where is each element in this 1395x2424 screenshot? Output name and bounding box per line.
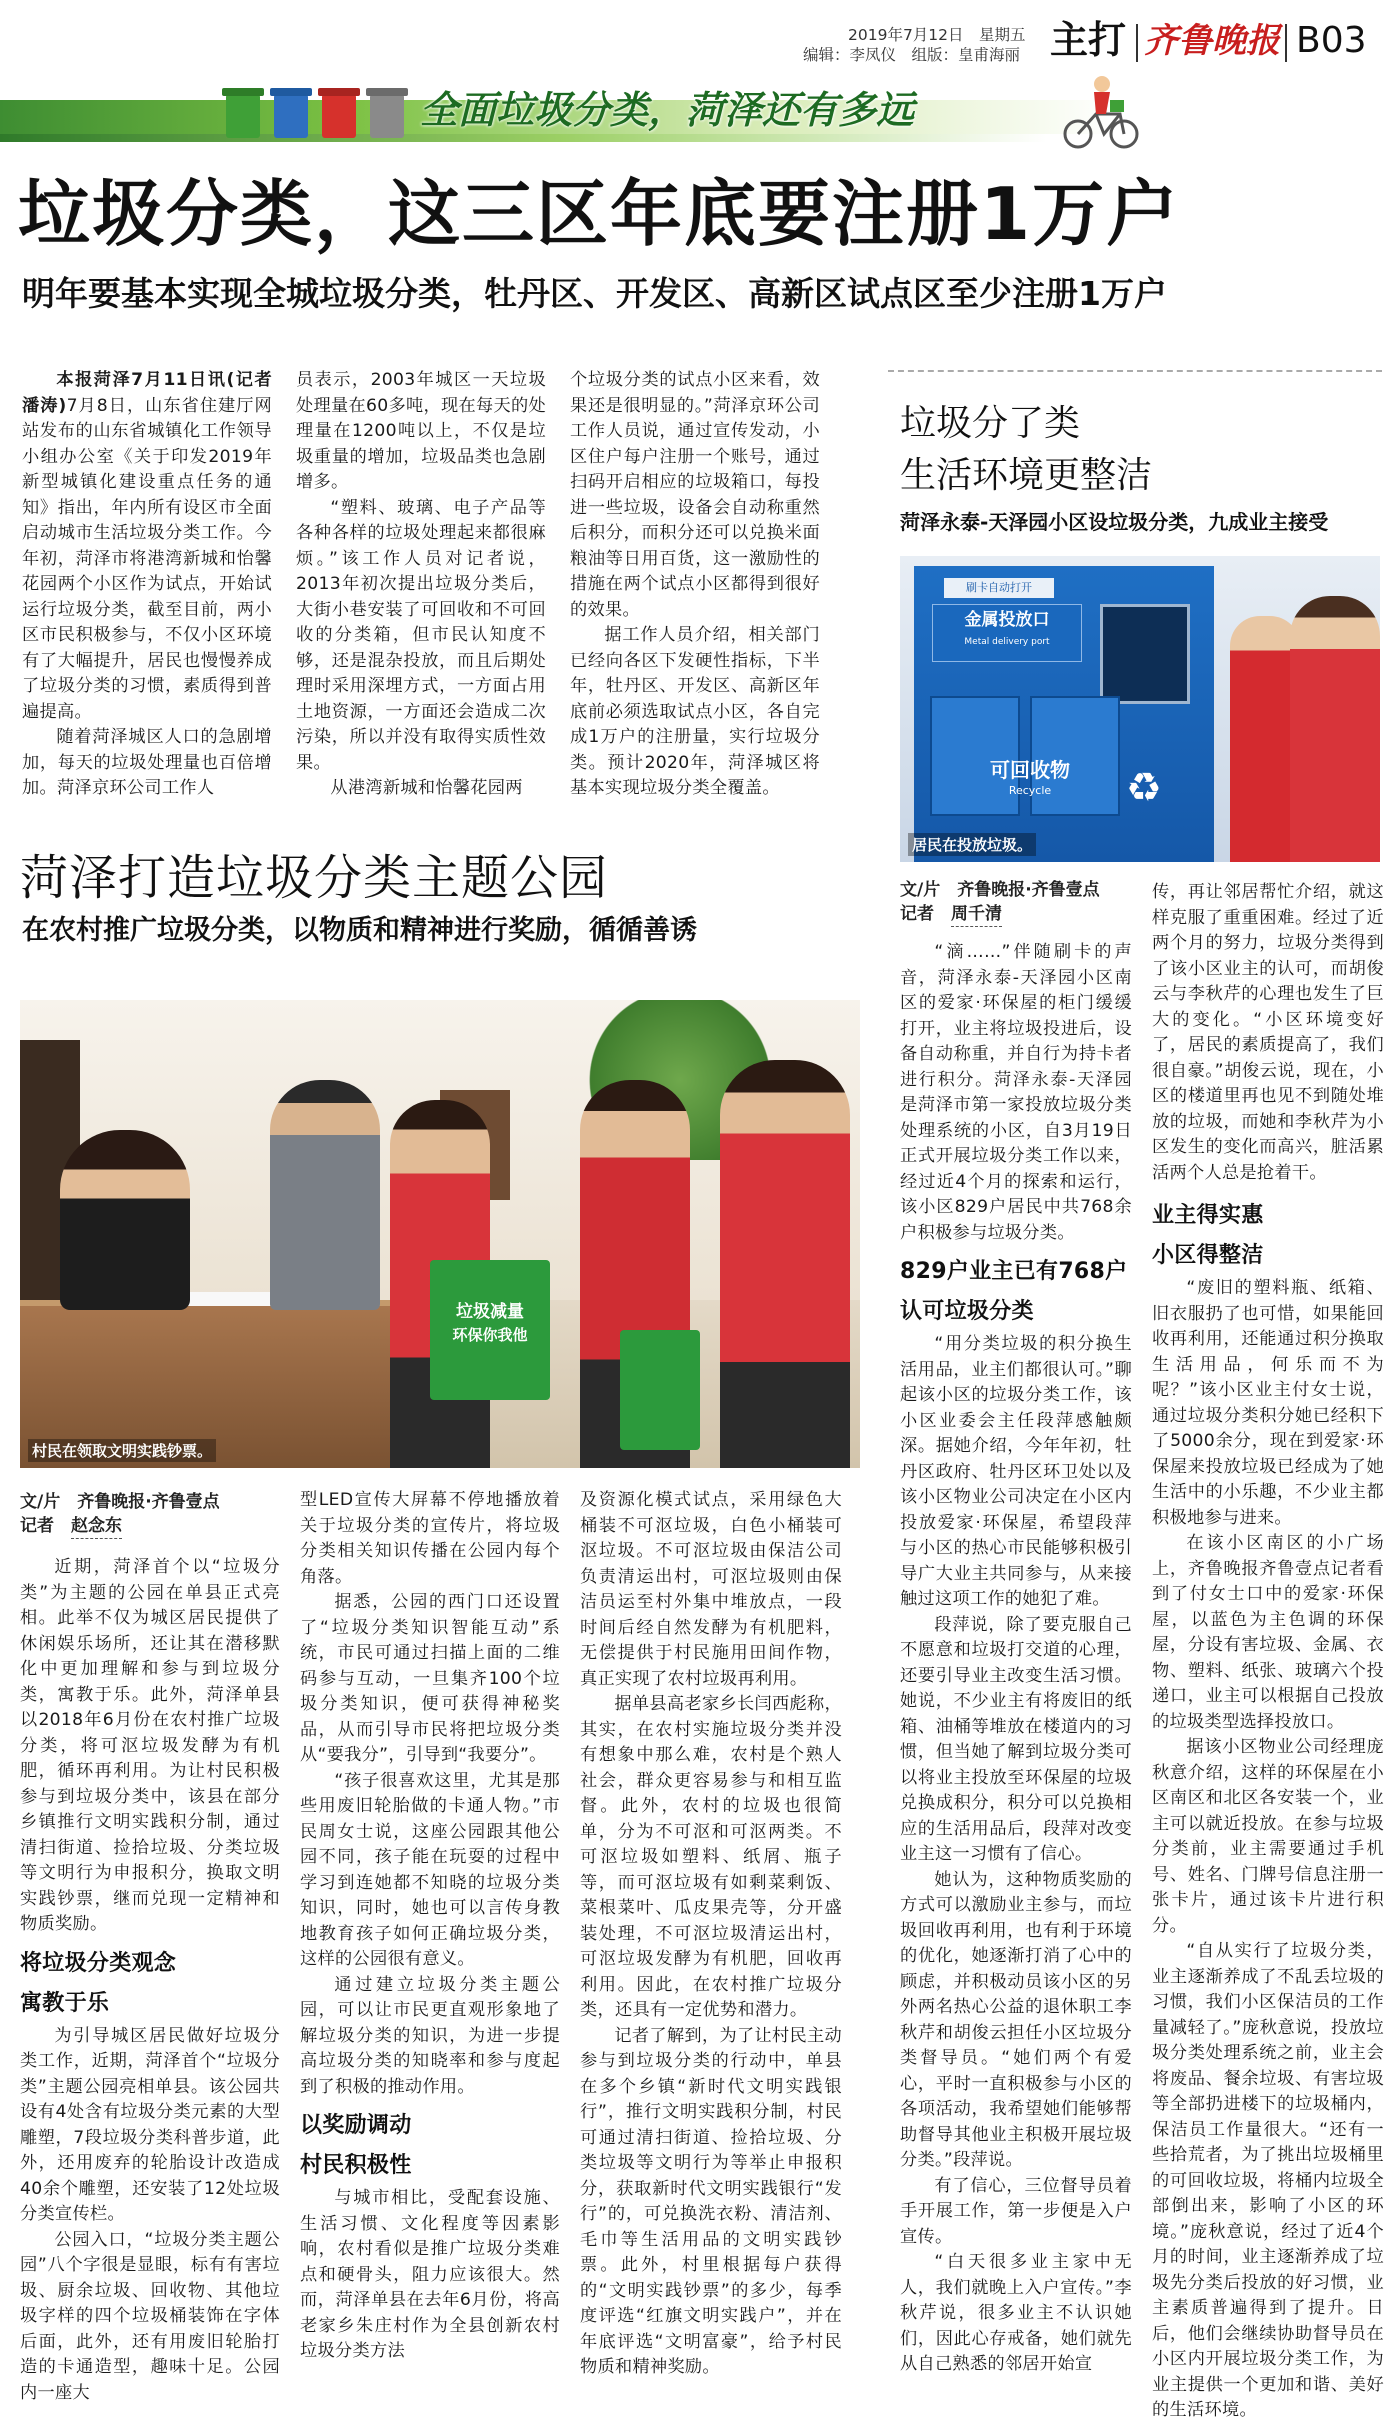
story2-photo — [900, 556, 1380, 862]
story3-photo-caption: 村民在领取文明实践钞票。 — [28, 1439, 216, 1462]
story3-headline: 菏泽打造垃圾分类主题公园 — [20, 850, 609, 906]
issue-date: 2019年7月12日 星期五 — [848, 26, 1026, 44]
divider — [1136, 24, 1138, 62]
story3-subhead: 在农村推广垃圾分类，以物质和精神进行奖励，循循善诱 — [22, 915, 697, 946]
divider — [1285, 24, 1287, 62]
story1-headline: 垃圾分类，这三区年底要注册1万户 — [18, 172, 1181, 256]
story3-subheading-1: 将垃圾分类观念 寓教于乐 — [20, 1950, 177, 2016]
story3-subheading-2: 以奖励调动 村民积极性 — [300, 2113, 412, 2178]
story2-column-1: “滴……”伴随刷卡的声音，菏泽永泰-天泽园小区南区的爱家·环保屋的柜门缓缓打开，业主将垃圾投进后，设备自动称重，并自行为持卡者进行积分。菏泽永泰-天泽园是菏泽市第一家投放垃圾分类处理系统的小区，自3月19日正式开展垃圾分类工作以来，经过近4个月的探索和运行，该小区829户居民中共768余户积极参与垃圾分类。 829户业主已有768户 认可垃圾分类 “用分类垃圾的积分换生活用品，业主们都很认可。”聊起该小区的垃圾分类工作，该小区业委会主任段萍感触颇深。据她介绍，今年年初，牡丹区政府、牡丹区环卫处以及该小区物业公司决定在小区内投放爱家·环保屋，希望段萍与小区的热心市民能够积极引导广大业主共同参与，从来接触过这项工作的她犯了难。 段萍说，除了要克服自己不愿意和垃圾打交道的心理，还要引导业主改变生活习惯。她说，不少业主有将废旧的纸箱、油桶等堆放在楼道内的习惯，但当她了解到垃圾分类可以将业主投放至环保屋的垃圾兑换成积分，积分可以兑换相应的生活用品后，段萍对改变业主这一习惯有了信心。 她认为，这种物质奖励的方式可以激励业主参与，而垃圾回收再利用，也有利于环境的优化，她逐渐打消了心中的顾虑，并积极动员该小区的另外两名热心公益的退休职工李秋芹和胡俊云担任小区垃圾分类督导员。“她们两个有爱心，平时一直积极参与小区的各项活动，我希望她们能够帮助督导其他业主积极开展垃圾分类。”段萍说。 有了信心，三位督导员着手开展工作，第一步便是入户宣传。 “白天很多业主家中无人，我们就晚上入户宣传。”李秋芹说，很多业主不认识她们，因此心存戒备，她们就先从自己熟悉的邻居开始宣 — [900, 942, 1132, 2374]
story2-column-2: 传，再让邻居帮忙介绍，就这样克服了重重困难。经过了近两个月的努力，垃圾分类得到了该小区业主的认可，而胡俊云与李秋芹的心理也发生了巨大的变化。“小区环境变好了，居民的素质提高了，我们很自豪。”胡俊云说，现在，小区的楼道里再也见不到随处堆放的垃圾，而她和李秋芹为小区发生的变化而高兴，脏活累活两个人总是抢着干。 业主得实惠 小区得整洁 “废旧的塑料瓶、纸箱、旧衣服扔了也可惜，如果能回收再利用，还能通过积分换取生活用品，何乐而不为呢？”该小区业主付女士说，通过垃圾分类积分她已经积下了5000余分，现在到爱家·环保屋来投放垃圾已经成为了她生活中的小乐趣，不少业主都积极地参与进来。 在该小区南区的小广场上，齐鲁晚报齐鲁壹点记者看到了付女士口中的爱家·环保屋，以蓝色为主色调的环保屋，分设有害垃圾、金属、衣物、塑料、纸张、玻璃六个投递口，业主可以根据自己投放的垃圾类型选择投放口。 据该小区物业公司经理庞秋意介绍，这样的环保屋在小区南区和北区各安装一个，业主可以就近投放。在参与垃圾分类前，业主需要通过手机号、姓名、门牌号信息注册一张卡片，通过该卡片进行积分。 “自从实行了垃圾分类，业主逐渐养成了不乱丢垃圾的习惯，我们小区保洁员的工作量减轻了。”庞秋意说，投放垃圾分类处理系统之前，业主会将废品、餐余垃圾、有害垃圾等全部扔进楼下的垃圾桶内，保洁员工作量很大。“还有一些拾荒者，为了挑出垃圾桶里的可回收垃圾，将桶内垃圾全部倒出来，影响了小区的环境。”庞秋意说，经过了近4个月的时间，业主逐渐养成了垃圾先分类后投放的好习惯，业主素质普遍得到了提升。日后，他们会继续协助督导员在小区内开展垃圾分类工作，为业主提供一个更加和谐、美好的生活环境。 — [1152, 882, 1384, 2420]
story3-photo — [20, 1000, 860, 1468]
story2-photo-caption: 居民在投放垃圾。 — [908, 833, 1036, 856]
recycle-sign: 可回收物 Recycle — [990, 758, 1070, 797]
story3-column-3: 及资源化模式试点，采用绿色大桶装不可沤垃圾，白色小桶装可沤垃圾。不可沤垃圾由保洁公司负责清运出村，可沤垃圾则由保洁员运至村外集中堆放点，一段时间后经自然发酵为有机肥料，无偿提供于村民施用田间作物，真正实现了农村垃圾再利用。 据单县高老家乡长闫西彪称，其实，在农村实施垃圾分类并没有想象中那么难，农村是个熟人社会，群众更容易参与和相互监督。此外，农村的垃圾也很简单，分为不可沤和可沤两类。不可沤垃圾如塑料、纸屑、瓶子等，而可沤垃圾有如剩菜剩饭、菜根菜叶、瓜皮果壳等，分开盛装处理，不可沤垃圾清运出村，可沤垃圾发酵为有机肥，回收再利用。因此，在农村推广垃圾分类，还具有一定优势和潜力。 记者了解到，为了让村民主动参与到垃圾分类的行动中，单县在多个乡镇“新时代文明实践银行”，推行文明实践积分制，村民可通过清扫街道、捡拾垃圾、分类垃圾等文明行为等举止申报积分，获取新时代文明实践银行“发行”的，可兑换洗衣粉、清洁剂、毛巾等生活用品的文明实践钞票。此外，村里根据每户获得的“文明实践钞票”的多少，每季度评选“红旗文明实践户”，并在年底评选“文明富豪”，给予村民物质和精神奖励。 — [580, 1490, 842, 2377]
recycle-icon: ♻ — [1126, 765, 1162, 811]
story2-subhead: 菏泽永泰-天泽园小区设垃圾分类，九成业主接受 — [900, 510, 1329, 534]
screen-panel — [1100, 604, 1190, 704]
bin-blue-icon — [270, 88, 312, 138]
green-bag-2 — [620, 1330, 700, 1450]
masthead — [0, 0, 1395, 70]
newspaper-logo: 齐鲁晚报 — [1144, 21, 1280, 61]
story3-byline: 文/片 齐鲁晚报·齐鲁壹点 记者 赵念东 — [20, 1490, 270, 1539]
section-name: 主打 — [1050, 18, 1127, 62]
cabinet-label-card: 刷卡自动打开 — [944, 578, 1054, 598]
story2-byline: 文/片 齐鲁晚报·齐鲁壹点 记者 周千清 — [900, 878, 1140, 927]
story2-headline-line2: 生活环境更整洁 — [900, 455, 1153, 496]
banner-title: 全面垃圾分类，菏泽还有多远 — [420, 88, 915, 132]
woman-red-vest-2 — [1290, 596, 1380, 862]
bin-red-icon — [318, 88, 360, 138]
story3-column-1: 近期，菏泽首个以“垃圾分类”为主题的公园在单县正式亮相。此举不仅为城区居民提供了休闲娱乐场所，还让其在潜移默化中更加理解和参与到垃圾分类，寓教于乐。此外，菏泽单县以2018年6月份在农村推广垃圾分类，将可沤垃圾发酵为有机肥，循环再利用。为让村民积极参与到垃圾分类中，该县在部分乡镇推行文明实践积分制，通过清扫街道、捡拾垃圾、分类垃圾等文明行为申报积分，换取文明实践钞票，继而兑现一定精神和物质奖励。 将垃圾分类观念 寓教于乐 为引导城区居民做好垃圾分类工作，近期，菏泽首个“垃圾分类”主题公园亮相单县。该公园共设有4处含有垃圾分类元素的大型雕塑，7段垃圾分类科普步道，此外，还用废弃的轮胎设计改造成40余个雕塑，还安装了12处垃圾分类宣传栏。 公园入口，“垃圾分类主题公园”八个字很是显眼，标有有害垃圾、厨余垃圾、回收物、其他垃圾字样的四个垃圾桶装饰在字体后面，此外，还有用废旧轮胎打造的卡通造型，趣味十足。公园内一座大 — [20, 1557, 280, 2403]
story1-column-2: 员表示，2003年城区一天垃圾处理量在60多吨，现在每天的处理量在1200吨以上，不仅是垃圾重量的增加，垃圾品类也急剧增多。 “塑料、玻璃、电子产品等各种各样的垃圾处理起来都很麻烦。”该工作人员对记者说，2013年初次提出垃圾分类后，大街小巷安装了可回收和不可回收的分类箱，但市民认知度不够，还是混杂投放，而且后期处理时采用深埋方式，一方面占用土地资源，一方面还会造成二次污染，所以并没有取得实质性效果。 从港湾新城和怡馨花园两 — [296, 370, 546, 798]
trash-bins-icon — [222, 78, 412, 140]
bin-gray-icon — [366, 88, 408, 138]
page-editors: 编辑：李凤仪 组版：皇甫海丽 — [803, 46, 1021, 64]
dateline: 本报菏泽7月11日讯(记者 潘涛) — [22, 370, 290, 416]
story2-subheading-1: 829户业主已有768户 认可垃圾分类 — [900, 1259, 1128, 1324]
story2-top-rule — [888, 370, 1382, 372]
topic-banner — [0, 70, 1395, 154]
story1-subhead: 明年要基本实现全城垃圾分类，牡丹区、开发区、高新区试点区至少注册1万户 — [22, 274, 1167, 313]
green-tote-bag: 垃圾减量 环保你我他 — [430, 1260, 550, 1400]
standing-man — [270, 1080, 380, 1310]
story1-column-3: 个垃圾分类的试点小区来看，效果还是很明显的。”菏泽京环公司工作人员说，通过宣传发动，小区住户每户注册一个账号，通过扫码开启相应的垃圾箱口，每投进一些垃圾，设备会自动称重然后积分，而积分还可以兑换米面粮油等日用百货，这一激励性的措施在两个试点小区都得到很好的效果。 据工作人员介绍，相关部门已经向各区下发硬性指标，下半年，牡丹区、开发区、高新区年底前必须选取试点小区，各自完成1万户的注册量，实行垃圾分类。预计2020年，菏泽城区将基本实现垃圾分类全覆盖。 — [570, 370, 820, 798]
metal-port-sign: 金属投放口 Metal delivery port — [932, 604, 1082, 662]
page-number: B03 — [1296, 20, 1367, 61]
woman-red-vest-c — [720, 1060, 850, 1468]
story2-subheading-2: 业主得实惠 小区得整洁 — [1152, 1203, 1264, 1268]
seated-woman — [60, 1130, 190, 1310]
story1-column-1: 本报菏泽7月11日讯(记者 潘涛)7月8日，山东省住建厅网站发布的山东省城镇化工作领导小组办公室《关于印发2019年新型城镇化建设重点任务的通知》指出，年内所有设区市全面启动城市生活垃圾分类工作。今年初，菏泽市将港湾新城和怡馨花园两个小区作为试点，开始试运行垃圾分类，截至目前，两小区市民积极参与，不仅小区环境有了大幅提升，居民也慢慢养成了垃圾分类的习惯，素质得到普遍提高。 随着菏泽城区人口的急剧增加，每天的垃圾处理量也百倍增加。菏泽京环公司工作人 — [22, 370, 290, 798]
story2-headline-line1: 垃圾分了类 — [900, 403, 1081, 444]
bin-green-icon — [222, 88, 264, 138]
cyclist-icon — [1062, 74, 1142, 150]
story3-column-2: 型LED宣传大屏幕不停地播放着关于垃圾分类的宣传片，将垃圾分类相关知识传播在公园内每个角落。 据悉，公园的西门口还设置了“垃圾分类知识智能互动”系统，市民可通过扫描上面的二维码参与互动，一旦集齐100个垃圾分类知识，便可获得神秘奖品，从而引导市民将把垃圾分类从“要我分”，引导到“我要分”。 “孩子很喜欢这里，尤其是那些用废旧轮胎做的卡通人物。”市民周女士说，这座公园跟其他公园不同，孩子能在玩耍的过程中学习到连她都不知晓的垃圾分类知识，同时，她也可以言传身教地教育孩子如何正确垃圾分类，这样的公园很有意义。 通过建立垃圾分类主题公园，可以让市民更直观形象地了解垃圾分类的知识，为进一步提高垃圾分类的知晓率和参与度起到了积极的推动作用。 以奖励调动 村民积极性 与城市相比，受配套设施、生活习惯、文化程度等因素影响，农村看似是推广垃圾分类难点和硬骨头，阻力应该很大。然而，菏泽单县在去年6月份，将高老家乡朱庄村作为全县创新农村垃圾分类方法 — [300, 1490, 560, 2361]
